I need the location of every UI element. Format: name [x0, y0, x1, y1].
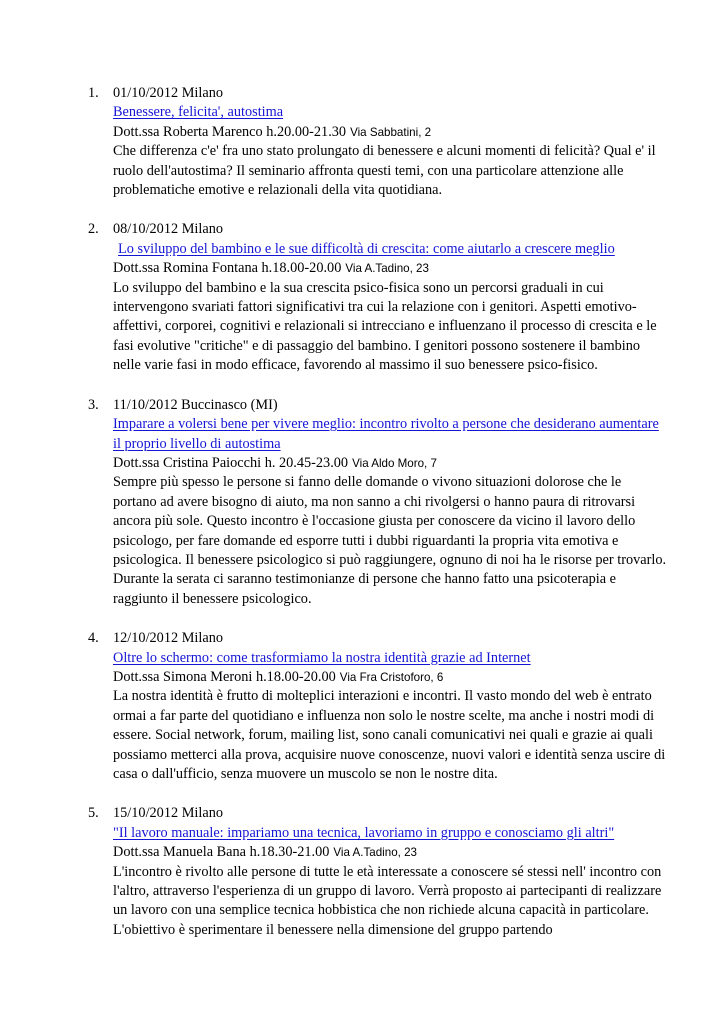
seminar-description: La nostra identità è frutto di molteplici interazioni e incontri. Il vasto mondo del web è entrato ormai a far parte del quotidiano e influenza non solo le nostre scelte, ma anche i nostri modi di essere. Social network, forum, mailing list, sono canali comunicativi nei quali e grazie ai quali possiamo metterci alla prova, acquisire nuove conoscenze, nuovi valori e identità senza uscire di casa o dall'ufficio, senza muovere un muscolo se non le nostre dita. — [113, 688, 666, 782]
item-number: 4. — [88, 630, 99, 647]
seminar-list — [88, 84, 668, 960]
item-number: 5. — [88, 805, 99, 822]
speaker-line — [113, 454, 668, 473]
date-place: 08/10/2012 Milano — [113, 221, 224, 238]
speaker-time: Dott.ssa Roberta Marenco h.20.00-21.30 — [113, 123, 347, 140]
speaker-line — [113, 259, 668, 278]
speaker-time: Dott.ssa Romina Fontana h.18.00-20.00 — [113, 260, 342, 277]
venue-address: Via A.Tadino, 23 — [345, 262, 429, 276]
item-number: 3. — [88, 396, 99, 413]
seminar-description: L'incontro è rivolto alle persone di tutte le età interessate a conoscere sé stessi nell' incontro con l'altro, attraverso l'esperienza di un gruppo di lavoro. Verrà proposto ai partecipanti di realizzare un lavoro con una semplice tecnica hobbistica che non richiede alcuna capacità in particolare. L'obiettivo è sperimentare il benessere nella dimensione del gruppo partendo — [113, 863, 662, 938]
speaker-time: Dott.ssa Cristina Paiocchi h. 20.45-23.00 — [113, 454, 349, 471]
seminar-title-link[interactable]: Imparare a volersi bene per vivere meglio: incontro rivolto a persone che desiderano aumentare il proprio livello di autostima — [113, 416, 659, 452]
seminar-item — [88, 396, 668, 609]
date-place: 15/10/2012 Milano — [113, 805, 224, 822]
speaker-line — [113, 123, 668, 142]
speaker-time: Dott.ssa Simona Meroni h.18.00-20.00 — [113, 668, 336, 685]
seminar-title-link[interactable]: Oltre lo schermo: come trasformiamo la nostra identità grazie ad Internet — [113, 649, 531, 666]
date-place: 11/10/2012 Buccinasco (MI) — [113, 396, 278, 413]
seminar-description: Lo sviluppo del bambino e la sua crescita psico-fisica sono un percorsi graduali in cui intervengono svariati fattori significativi tra cui la relazione con i genitori. Aspetti emotivo-affettivi, corporei, cognitivi e relazionali si intrecciano e influenzano il processo di crescita e le fasi evolutive "critiche" e di passaggio del bambino. I genitori possono sostenere il bambino nelle varie fasi in modo efficace, favorendo al massimo il suo benessere psico-fisico. — [113, 279, 657, 374]
item-number: 2. — [88, 221, 99, 238]
seminar-title-link[interactable]: Lo sviluppo del bambino e le sue difficoltà di crescita: come aiutarlo a crescere meglio — [118, 240, 615, 257]
seminar-title-link[interactable]: "Il lavoro manuale: impariamo una tecnica, lavoriamo in gruppo e conosciamo gli altri" — [113, 824, 615, 841]
venue-address: Via Sabbatini, 2 — [350, 125, 432, 139]
seminar-item — [88, 84, 668, 200]
seminar-item — [88, 804, 668, 940]
item-number: 1. — [88, 85, 99, 101]
date-place: 01/10/2012 Milano — [113, 85, 224, 101]
seminar-item — [88, 220, 668, 375]
venue-address: Via A.Tadino, 23 — [333, 846, 417, 860]
speaker-line — [113, 668, 668, 687]
speaker-time: Dott.ssa Manuela Bana h.18.30-21.00 — [113, 844, 330, 861]
seminar-description: Sempre più spesso le persone si fanno delle domande o vivono situazioni dolorose che le portano ad avere bisogno di aiuto, ma non sanno a chi rivolgersi o hanno paura di ritrovarsi ancora più sole. Questo incontro è l'occasione giusta per conoscere da vicino il lavoro dello psicologo, per fare domande ed esporre tutti i dubbi riguardanti la propria vita emotiva e psicologica. Il benessere psicologico si può raggiungere, ognuno di noi ha le risorse per trovarlo. Durante la serata ci saranno testimonianze di persone che hanno fatto una psicoterapia e raggiunto il benessere psicologico. — [113, 474, 667, 607]
seminar-title-link[interactable]: Benessere, felicita', autostima — [113, 104, 284, 121]
speaker-line — [113, 843, 668, 862]
venue-address: Via Aldo Moro, 7 — [352, 456, 437, 470]
date-place: 12/10/2012 Milano — [113, 630, 224, 647]
seminar-description: Che differenza c'e' fra uno stato prolungato di benessere e alcuni momenti di felicità? Qual e' il ruolo dell'autostima? Il seminario affronta questi temi, con una particolare attenzione alle problematiche emotive e relazionali della vita quotidiana. — [113, 143, 656, 199]
seminar-item — [88, 629, 668, 784]
venue-address: Via Fra Cristoforo, 6 — [339, 670, 444, 684]
